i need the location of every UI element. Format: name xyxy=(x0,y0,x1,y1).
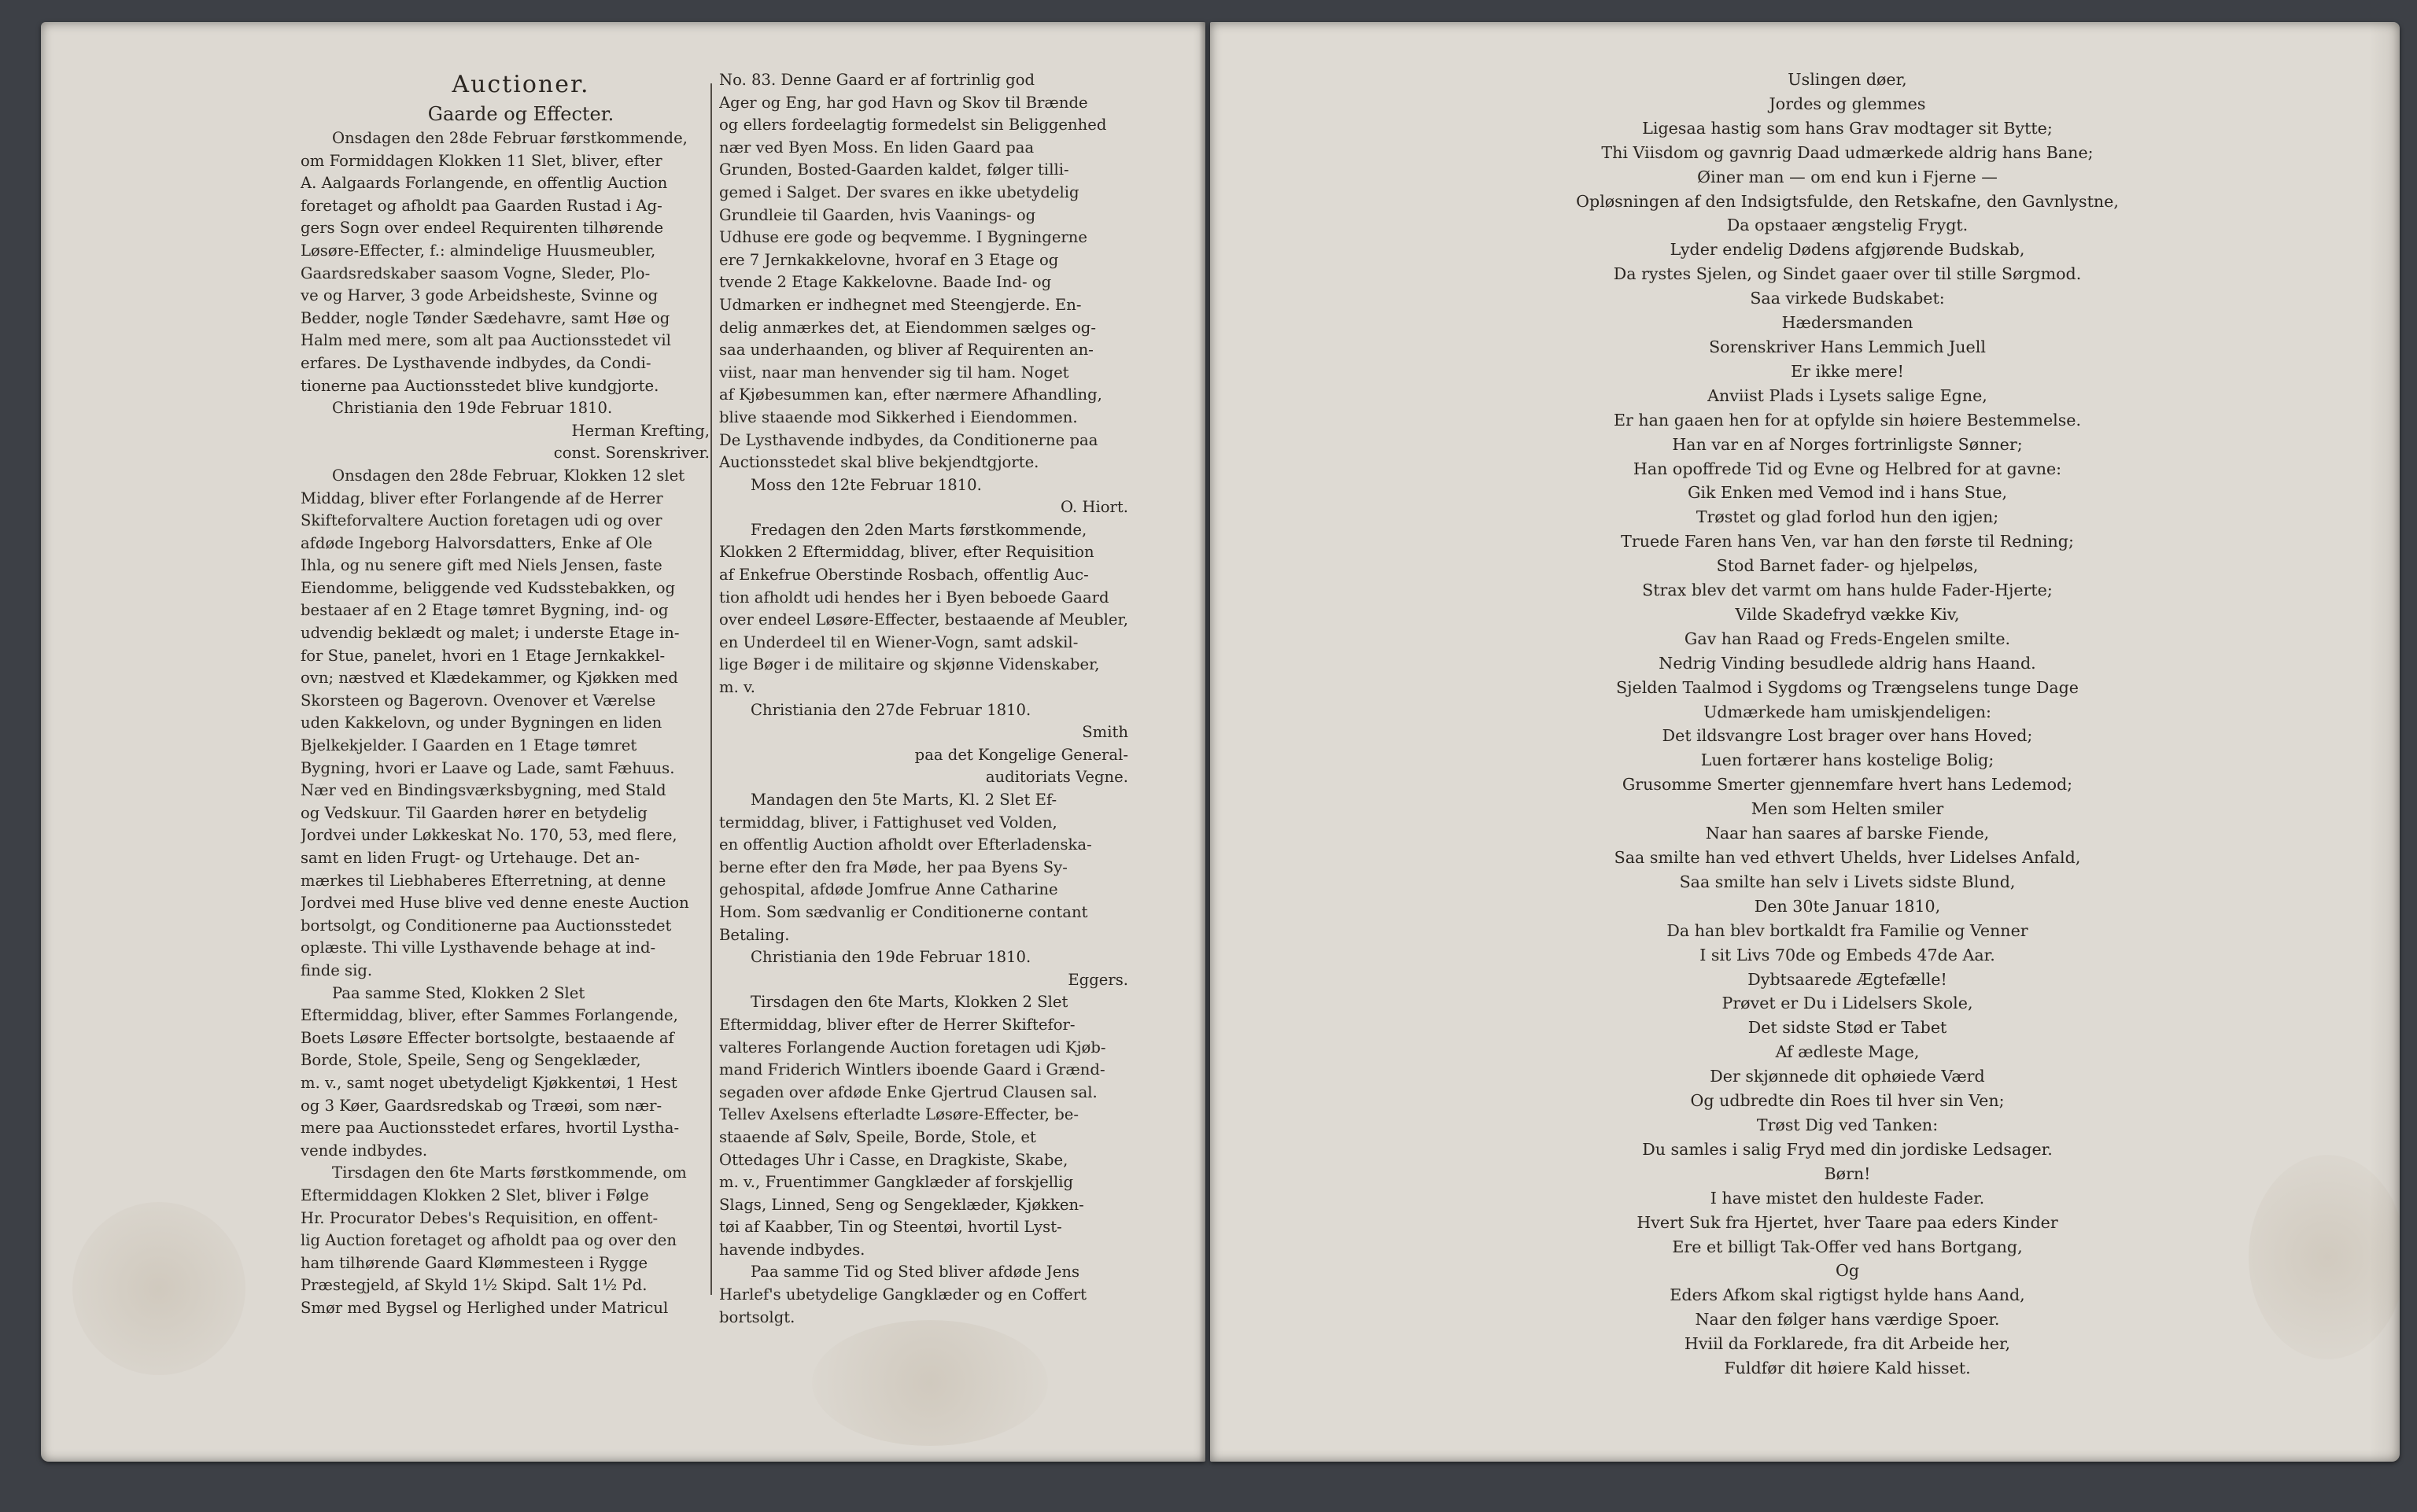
text-line: Sjelden Taalmod i Sygdoms og Trængselens tunge Dage xyxy=(1616,677,2079,697)
text-line: Boets Løsøre Effecter bortsolgte, bestaaende af xyxy=(301,1028,674,1047)
text-line: Jordvei under Løkkeskat No. 170, 53, med flere, xyxy=(301,826,677,845)
text-line: for Stue, panelet, hvori en 1 Etage Jernkakkel- xyxy=(301,646,666,665)
text-line: ovn; næstved et Klædekammer, og Kjøkken med xyxy=(301,669,678,688)
right-page xyxy=(1210,22,2400,1462)
text-line: Er ikke mere! xyxy=(1791,361,1904,381)
text-line: tionerne paa Auctionsstedet blive kundgjorte. xyxy=(301,376,659,395)
text-line: Fuldfør dit høiere Kald hisset. xyxy=(1724,1359,1971,1378)
text-line: en Underdeel til en Wiener-Vogn, samt adskil- xyxy=(719,632,1079,651)
text-line: I have mistet den huldeste Fader. xyxy=(1710,1188,1985,1208)
text-line: Halm med mere, som alt paa Auctionsstedet vil xyxy=(301,331,671,350)
text-line: ham tilhørende Gaard Klømmesteen i Rygge xyxy=(301,1253,648,1272)
text-line: Eftermiddag, bliver, efter Sammes Forlangende, xyxy=(301,1006,678,1025)
text-line: Gaardsredskaber saasom Vogne, Sleder, Plo- xyxy=(301,264,651,282)
text-line: Thi Viisdom og gavnrig Daad udmærkede aldrig hans Bane; xyxy=(1601,142,2094,162)
column-right-text xyxy=(719,69,1160,1329)
text-line: Saa smilte han ved ethvert Uhelds, hver Lidelses Anfald, xyxy=(1614,848,2081,867)
text-line: Nedrig Vinding besudlede aldrig hans Haand. xyxy=(1659,653,2036,673)
text-line: Nær ved en Bindingsværksbygning, med Stald xyxy=(301,781,666,800)
text-line: oplæste. Thi ville Lysthavende behage at ind- xyxy=(301,939,656,957)
text-line: Mandagen den 5te Marts, Kl. 2 Slet Ef- xyxy=(751,791,1057,809)
text-line: Onsdagen den 28de Februar, Klokken 12 slet xyxy=(332,466,685,485)
text-line: Gav han Raad og Freds-Engelen smilte. xyxy=(1684,629,2011,648)
text-line: mand Friderich Wintlers iboende Gaard i Grænd- xyxy=(719,1060,1105,1079)
text-line: Grusomme Smerter gjennemfare hvert hans Ledemod; xyxy=(1622,775,2073,795)
text-line: Trøst Dig ved Tanken: xyxy=(1756,1115,1939,1134)
text-line: Grunden, Bosted-Gaarden kaldet, følger tilli- xyxy=(719,160,1069,179)
text-line: Eftermiddag, bliver efter de Herrer Skiftefor- xyxy=(719,1015,1076,1034)
text-line: Lyder endelig Dødens afgjørende Budskab, xyxy=(1670,240,2025,260)
text-line: Udmarken er indhegnet med Steengjerde. En- xyxy=(719,295,1082,314)
text-line: Hom. Som sædvanlig er Conditionerne contant xyxy=(719,902,1088,921)
text-line: Børn! xyxy=(1824,1164,1871,1183)
text-line: Truede Faren hans Ven, var han den første til Redning; xyxy=(1621,532,2074,551)
paper-stain xyxy=(812,1320,1048,1446)
text-line: O. Hiort. xyxy=(1061,498,1128,517)
text-line: tvende 2 Etage Kakkelovne. Baade Ind- og xyxy=(719,273,1052,292)
text-line: valteres Forlangende Auction foretagen udi Kjøb- xyxy=(719,1038,1106,1057)
text-line: foretaget og afholdt paa Gaarden Rustad i Ag- xyxy=(301,196,662,215)
text-line: erfares. De Lysthavende indbydes, da Condi- xyxy=(301,353,651,372)
text-line: Christiania den 27de Februar 1810. xyxy=(751,700,1031,719)
text-line: Vilde Skadefryd vække Kiv, xyxy=(1735,604,1960,624)
text-line: Men som Helten smiler xyxy=(1751,799,1944,819)
text-line: Middag, bliver efter Forlangende af de Herrer xyxy=(301,489,663,507)
text-line: Øiner man — om end kun i Fjerne — xyxy=(1697,167,1998,186)
column-right xyxy=(719,69,1160,1329)
text-line: Strax blev det varmt om hans hulde Fader-Hjerte; xyxy=(1642,581,2053,600)
text-line: Og udbredte din Roes til hver sin Ven; xyxy=(1690,1091,2005,1111)
text-line: Hædersmanden xyxy=(1781,313,1913,333)
text-line: Onsdagen den 28de Februar førstkommende, xyxy=(332,129,688,147)
text-line: delig anmærkes det, at Eiendommen sælges og- xyxy=(719,318,1096,337)
text-line: tion afholdt udi hendes her i Byen beboede Gaard xyxy=(719,588,1109,607)
text-line: mærkes til Liebhaberes Efterretning, at denne xyxy=(301,871,666,890)
text-line: Den 30te Januar 1810, xyxy=(1754,896,1941,916)
text-line: Han var en af Norges fortrinligste Sønner; xyxy=(1672,434,2023,454)
text-line: Er han gaaen hen for at opfylde sin høiere Bestemmelse. xyxy=(1613,410,2082,430)
text-line: Skorsteen og Bagerovn. Ovenover et Værelse xyxy=(301,691,656,710)
text-line: gehospital, afdøde Jomfrue Anne Catharine xyxy=(719,880,1058,899)
text-line: Auctionsstedet skal blive bekjendtgjorte. xyxy=(719,453,1039,472)
text-line: De Lysthavende indbydes, da Conditionerne paa xyxy=(719,430,1098,449)
page-gutter-shadow xyxy=(1199,22,1205,1462)
text-line: Af ædleste Mage, xyxy=(1775,1042,1920,1062)
text-line: ve og Harver, 3 gode Arbeidsheste, Svinne og xyxy=(301,286,659,305)
section-heading: Auctioner. xyxy=(452,71,590,98)
text-line: Anviist Plads i Lysets salige Egne, xyxy=(1707,385,1987,405)
text-line: Der skjønnede dit ophøiede Værd xyxy=(1710,1067,1985,1086)
text-line: og Vedskuur. Til Gaarden hører en betydelig xyxy=(301,803,648,822)
text-line: Borde, Stole, Speile, Seng og Sengeklæder, xyxy=(301,1051,641,1070)
text-line: Ihla, og nu senere gift med Niels Jensen, faste xyxy=(301,556,662,575)
text-line: Herman Krefting, xyxy=(571,421,710,440)
text-line: samt en liden Frugt- og Urtehauge. Det an- xyxy=(301,849,640,867)
text-line: Hr. Procurator Debes's Requisition, en offent- xyxy=(301,1208,659,1227)
text-line: Betaling. xyxy=(719,925,790,944)
text-line: m. v. xyxy=(719,678,756,697)
text-line: lig Auction foretaget og afholdt paa og over den xyxy=(301,1231,677,1250)
text-line: Eggers. xyxy=(1068,970,1128,989)
text-line: af Kjøbesummen kan, efter nærmere Afhandling, xyxy=(719,385,1102,404)
text-line: Jordvei med Huse blive ved denne eneste Auction xyxy=(301,894,689,913)
text-line: Prøvet er Du i Lidelsers Skole, xyxy=(1721,994,1973,1013)
text-line: Paa samme Sted, Klokken 2 Slet xyxy=(332,983,585,1002)
text-line: af Enkefrue Oberstinde Rosbach, offentlig Auc- xyxy=(719,566,1089,585)
text-line: Ere et billigt Tak-Offer ved hans Bortgang, xyxy=(1672,1237,2023,1256)
text-line: bortsolgt. xyxy=(719,1307,795,1326)
text-line: Dybtsaarede Ægtefælle! xyxy=(1747,969,1947,989)
text-line: berne efter den fra Møde, her paa Byens Sy- xyxy=(719,857,1068,876)
text-line: termiddag, bliver, i Fattighuset ved Volden, xyxy=(719,813,1057,832)
text-line: Saa virkede Budskabet: xyxy=(1750,289,1945,308)
text-line: No. 83. Denne Gaard er af fortrinlig god xyxy=(719,71,1035,89)
text-line: Ligesaa hastig som hans Grav modtager sit Bytte; xyxy=(1642,118,2053,138)
text-line: m. v., samt noget ubetydeligt Kjøkkentøi, 1 Hest xyxy=(301,1073,677,1092)
text-line: Smør med Bygsel og Herlighed under Matricul xyxy=(301,1298,669,1317)
text-line: Trøstet og glad forlod hun den igjen; xyxy=(1696,507,1999,527)
text-line: over endeel Løsøre-Effecter, bestaaende af Meubler, xyxy=(719,610,1128,629)
text-line: Udhuse ere gode og beqvemme. I Bygningerne xyxy=(719,228,1087,247)
text-line: Christiania den 19de Februar 1810. xyxy=(332,399,613,418)
page-edge-shadow xyxy=(2370,22,2400,1462)
text-line: Opløsningen af den Indsigtsfulde, den Retskafne, den Gavnlystne, xyxy=(1576,191,2119,211)
text-line: Naar han saares af barske Fiende, xyxy=(1705,824,1990,843)
text-line: Da rystes Sjelen, og Sindet gaaer over til stille Sørgmod. xyxy=(1613,264,2082,284)
text-line: Harlef's ubetydelige Gangklæder og en Coffert xyxy=(719,1285,1087,1304)
text-line: Bedder, nogle Tønder Sædehavre, samt Høe og xyxy=(301,308,670,327)
text-line: uden Kakkelovn, og under Bygningen en liden xyxy=(301,714,662,732)
text-line: segaden over afdøde Enke Gjertrud Clausen sal. xyxy=(719,1082,1098,1101)
text-line: I sit Livs 70de og Embeds 47de Aar. xyxy=(1699,945,1995,964)
text-line: staaende af Sølv, Speile, Borde, Stole, et xyxy=(719,1127,1036,1146)
text-line: Grundleie til Gaarden, hvis Vaanings- og xyxy=(719,205,1036,224)
text-line: Du samles i salig Fryd med din jordiske Ledsager. xyxy=(1642,1139,2053,1159)
text-line: Eders Afkom skal rigtigst hylde hans Aand, xyxy=(1670,1285,2025,1305)
text-line: Saa smilte han selv i Livets sidste Blund, xyxy=(1679,872,2016,891)
text-line: mere paa Auctionsstedet erfares, hvortil Lystha- xyxy=(301,1119,680,1138)
text-line: Tirsdagen den 6te Marts, Klokken 2 Slet xyxy=(751,993,1068,1012)
column-left-text xyxy=(301,127,741,1319)
newspaper-spread xyxy=(41,22,2400,1462)
text-line: blive staaende mod Sikkerhed i Eiendommen. xyxy=(719,408,1078,426)
text-line: havende indbydes. xyxy=(719,1240,865,1259)
column-left xyxy=(301,69,741,1319)
column-divider xyxy=(710,83,712,1295)
text-line: Hviil da Forklarede, fra dit Arbeide her, xyxy=(1684,1334,2011,1354)
text-line: en offentlig Auction afholdt over Efterladenska- xyxy=(719,835,1092,854)
text-line: Fredagen den 2den Marts førstkommende, xyxy=(751,520,1087,539)
text-line: Bygning, hvori er Laave og Lade, samt Fæhuus. xyxy=(301,758,675,777)
text-line: Luen fortærer hans kostelige Bolig; xyxy=(1700,750,1994,770)
text-line: Stod Barnet fader- og hjelpeløs, xyxy=(1716,556,1979,576)
text-line: Eiendomme, beliggende ved Kudsstebakken, og xyxy=(301,578,676,597)
text-line: om Formiddagen Klokken 11 Slet, bliver, efter xyxy=(301,151,662,170)
text-line: Christiania den 19de Februar 1810. xyxy=(751,948,1031,967)
text-line: Løsøre-Effecter, f.: almindelige Huusmeubler, xyxy=(301,241,656,260)
text-line: Udmærkede ham umiskjendeligen: xyxy=(1703,702,1991,721)
text-line: paa det Kongelige General- xyxy=(914,745,1128,764)
text-line: Skifteforvaltere Auction foretagen udi og over xyxy=(301,511,662,530)
text-line: og 3 Køer, Gaardsredskab og Træøi, som nær- xyxy=(301,1096,662,1115)
text-line: Præstegjeld, af Skyld 1½ Skipd. Salt 1½ Pd. xyxy=(301,1276,648,1295)
text-line: Klokken 2 Eftermiddag, bliver, efter Requisition xyxy=(719,543,1094,562)
paper-stain xyxy=(72,1202,245,1375)
text-line: finde sig. xyxy=(301,961,373,979)
text-line: Paa samme Tid og Sted bliver afdøde Jens xyxy=(751,1263,1080,1282)
text-line: Det ildsvangre Lost brager over hans Hoved; xyxy=(1662,726,2033,746)
text-line: Hvert Suk fra Hjertet, hver Taare paa eders Kinder xyxy=(1637,1212,2058,1232)
text-line: udvendig beklædt og malet; i underste Etage in- xyxy=(301,624,680,643)
text-line: Slags, Linned, Seng og Sengeklæder, Kjøkken- xyxy=(719,1195,1084,1214)
text-line: Smith xyxy=(1082,723,1128,742)
text-line: Da opstaaer ængstelig Frygt. xyxy=(1726,216,1969,235)
text-line: viist, naar man henvender sig til ham. Noget xyxy=(719,363,1069,382)
text-line: saa underhaanden, og bliver af Requirenten an- xyxy=(719,341,1094,360)
text-line: gemed i Salget. Der svares en ikke ubetydelig xyxy=(719,183,1079,201)
text-line: Og xyxy=(1835,1261,1860,1281)
text-line: Bjelkekjelder. I Gaarden en 1 Etage tømret xyxy=(301,736,637,755)
text-line: bestaaer af en 2 Etage tømret Bygning, ind- og xyxy=(301,601,669,620)
text-line: auditoriats Vegne. xyxy=(985,768,1128,787)
text-line: afdøde Ingeborg Halvorsdatters, Enke af Ole xyxy=(301,533,653,552)
text-line: Han opoffrede Tid og Evne og Helbred for at gavne: xyxy=(1633,459,2062,478)
text-line: Eftermiddagen Klokken 2 Slet, bliver i Følge xyxy=(301,1186,649,1204)
text-line: vende indbydes. xyxy=(301,1141,428,1160)
text-line: Ottedages Uhr i Casse, en Dragkiste, Skabe, xyxy=(719,1150,1068,1169)
text-line: ere 7 Jernkakkelovne, hvoraf en 3 Etage og xyxy=(719,250,1059,269)
text-line: Naar den følger hans værdige Spoer. xyxy=(1695,1310,2000,1329)
text-line: Ager og Eng, har god Havn og Skov til Brænde xyxy=(719,93,1088,112)
text-line: og ellers fordeelagtig formedelst sin Beliggenhed xyxy=(719,116,1107,135)
text-line: Da han blev bortkaldt fra Familie og Venner xyxy=(1666,920,2028,940)
text-line: nær ved Byen Moss. En liden Gaard paa xyxy=(719,138,1035,157)
text-line: Jordes og glemmes xyxy=(1769,94,1926,113)
text-line: Tirsdagen den 6te Marts førstkommende, om xyxy=(332,1164,687,1182)
memorial-poem xyxy=(1434,68,2260,1381)
section-subheading: Gaarde og Effecter. xyxy=(427,103,614,125)
text-line: Tellev Axelsens efterladte Løsøre-Effecter, be- xyxy=(719,1105,1079,1124)
left-page xyxy=(41,22,1205,1462)
text-line: Moss den 12te Februar 1810. xyxy=(751,475,982,494)
text-line: Sorenskriver Hans Lemmich Juell xyxy=(1709,337,1986,356)
text-line: Gik Enken med Vemod ind i hans Stue, xyxy=(1687,483,2008,503)
text-line: bortsolgt, og Conditionerne paa Auctionsstedet xyxy=(301,916,672,935)
text-line: Det sidste Stød er Tabet xyxy=(1747,1018,1947,1038)
text-line: Uslingen døer, xyxy=(1788,70,1907,89)
text-line: tøi af Kaabber, Tin og Steentøi, hvortil Lyst- xyxy=(719,1218,1062,1237)
text-line: A. Aalgaards Forlangende, en offentlig Auction xyxy=(301,174,668,193)
text-line: gers Sogn over endeel Requirenten tilhørende xyxy=(301,219,664,238)
text-line: m. v., Fruentimmer Gangklæder af forskjellig xyxy=(719,1173,1074,1192)
text-line: const. Sorenskriver. xyxy=(553,444,710,463)
text-line: lige Bøger i de militaire og skjønne Videnskaber, xyxy=(719,655,1100,674)
